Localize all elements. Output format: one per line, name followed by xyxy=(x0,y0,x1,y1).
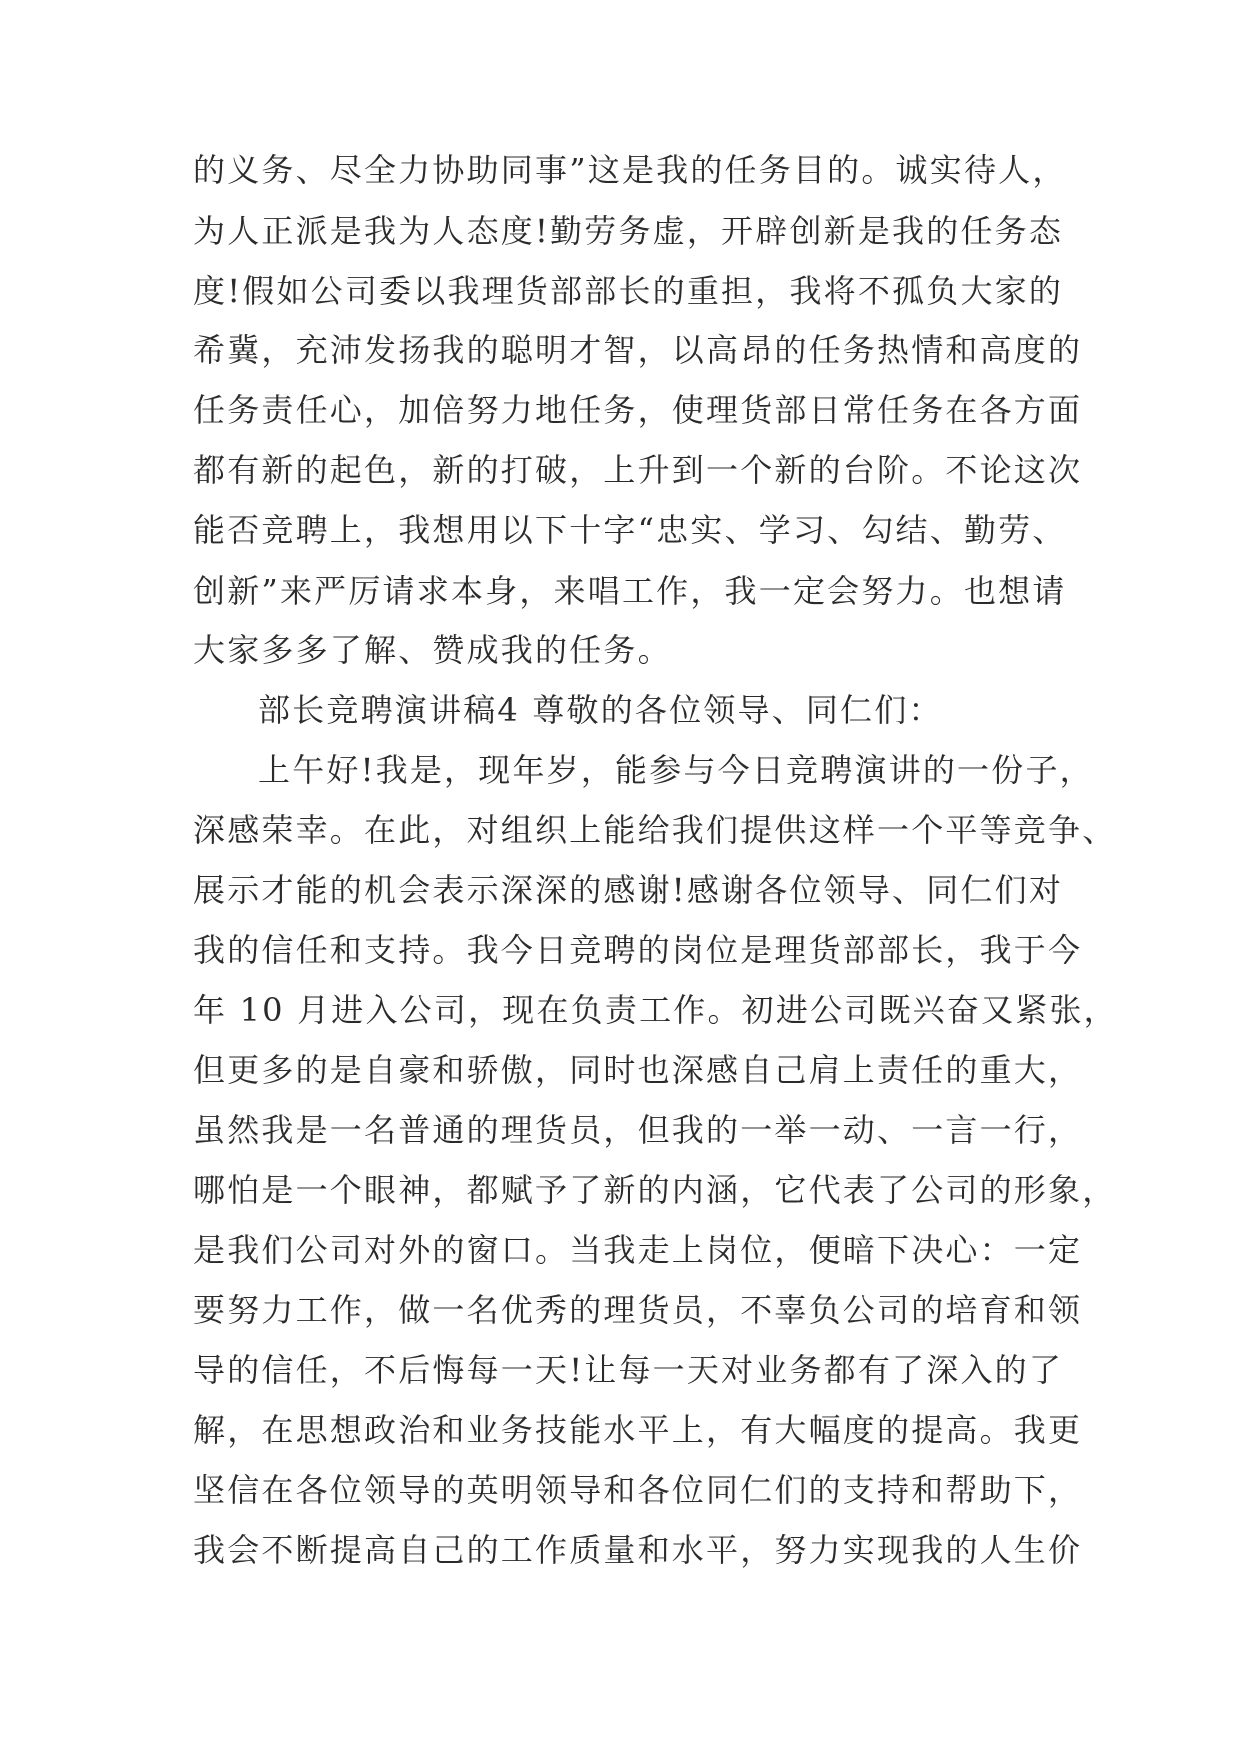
text-line: 上午好!我是，现年岁，能参与今日竞聘演讲的一份子， xyxy=(258,751,1094,789)
text-line: 要努力工作，做一名优秀的理货员，不辜负公司的培育和领 xyxy=(193,1291,1083,1329)
text-line: 深感荣幸。在此，对组织上能给我们提供这样一个平等竞争、 xyxy=(193,811,1117,849)
text-line: 年 10 月进入公司，现在负责工作。初进公司既兴奋又紧张， xyxy=(193,991,1118,1029)
text-line: 的义务、尽全力协助同事”这是我的任务目的。诚实待人， xyxy=(193,151,1067,189)
text-line: 是我们公司对外的窗口。当我走上岗位，便暗下决心：一定 xyxy=(193,1231,1083,1269)
text-line: 展示才能的机会表示深深的感谢!感谢各位领导、同仁们对 xyxy=(193,871,1064,909)
text-line: 创新”来严厉请求本身，来唱工作，我一定会努力。也想请 xyxy=(193,572,1067,610)
text-line: 虽然我是一名普通的理货员，但我的一举一动、一言一行， xyxy=(193,1111,1083,1149)
text-line: 我的信任和支持。我今日竞聘的岗位是理货部部长，我于今 xyxy=(193,931,1083,969)
text-line: 我会不断提高自己的工作质量和水平，努力实现我的人生价 xyxy=(193,1531,1083,1569)
text-line: 能否竞聘上，我想用以下十字“忠实、学习、勾结、勤劳、 xyxy=(193,511,1067,549)
text-line: 大家多多了解、赞成我的任务。 xyxy=(193,631,672,669)
text-line: 导的信任，不后悔每一天!让每一天对业务都有了深入的了 xyxy=(193,1351,1064,1389)
text-line: 解，在思想政治和业务技能水平上，有大幅度的提高。我更 xyxy=(193,1411,1083,1449)
section-heading: 部长竞聘演讲稿4 尊敬的各位领导、同仁们： xyxy=(258,691,943,729)
text-line: 哪怕是一个眼神，都赋予了新的内涵，它代表了公司的形象， xyxy=(193,1171,1117,1209)
text-line: 都有新的起色，新的打破，上升到一个新的台阶。不论这次 xyxy=(193,451,1083,489)
text-line: 希冀，充沛发扬我的聪明才智，以高昂的任务热情和高度的 xyxy=(193,331,1083,369)
text-line: 任务责任心，加倍努力地任务，使理货部日常任务在各方面 xyxy=(193,391,1083,429)
text-line: 度!假如公司委以我理货部部长的重担，我将不孤负大家的 xyxy=(193,272,1064,310)
text-line: 坚信在各位领导的英明领导和各位同仁们的支持和帮助下， xyxy=(193,1471,1083,1509)
text-line: 为人正派是我为人态度!勤劳务虚，开辟创新是我的任务态 xyxy=(193,212,1064,250)
text-line: 但更多的是自豪和骄傲，同时也深感自己肩上责任的重大， xyxy=(193,1051,1083,1089)
